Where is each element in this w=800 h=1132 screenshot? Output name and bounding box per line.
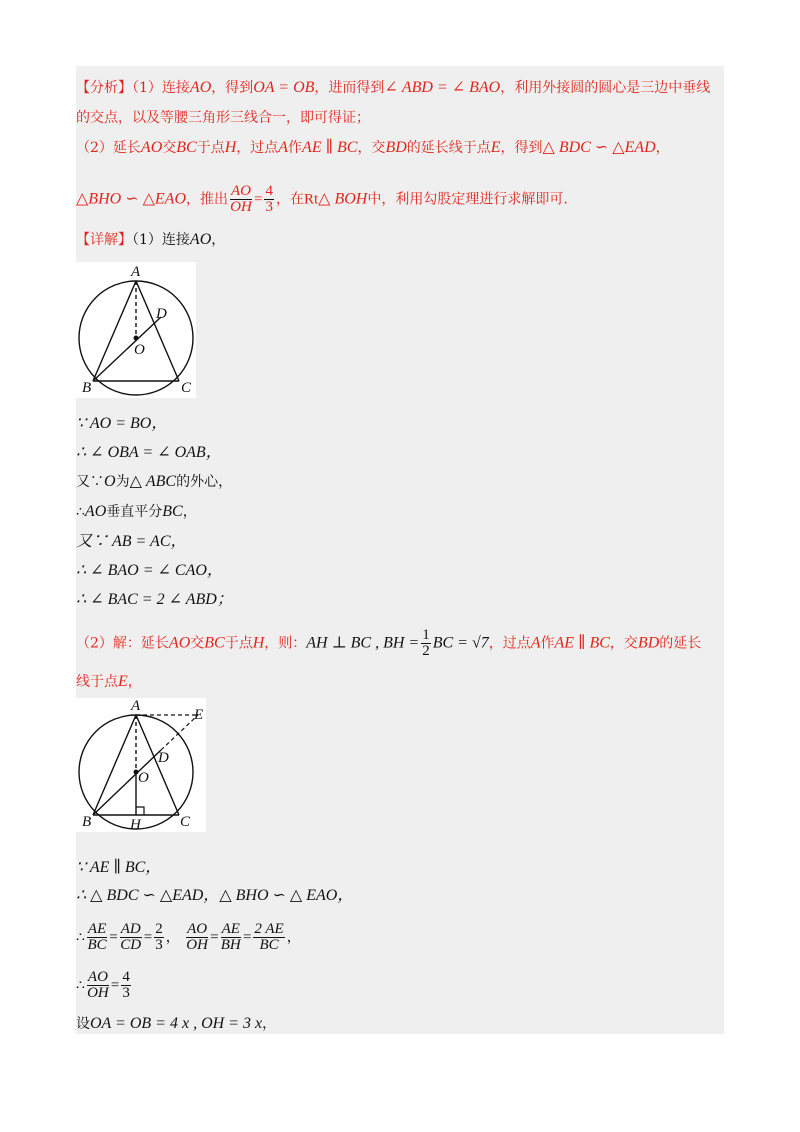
detail-part2-line-4: ∴ △ BDC ∽ △EAD，△ BHO ∽ △ EAO， — [76, 887, 354, 904]
fraction-1-2: $\frac{1}{2}$ — [422, 627, 430, 659]
segment-BD — [93, 317, 161, 381]
right-angle-mark — [136, 807, 144, 815]
label-O-2: O — [138, 770, 149, 786]
fraction-2AE-BC: $\frac{2 AE}{BC}$ — [254, 921, 284, 953]
figure-2 — [76, 698, 206, 832]
label-D: D — [156, 306, 167, 322]
label-C: C — [181, 380, 192, 396]
analysis-tag: 【分析】 — [76, 80, 132, 96]
detail-part2-line-2: 线于点E， — [76, 673, 142, 690]
analysis-line-4: △BHO ∽ △EAO，推出 $\frac{AO}{OH}$ = $\frac{4}{3}$ ，在Rt△ BOH中，利用勾股定理进行求解即可. — [76, 183, 568, 215]
detail-line-5: 又∵ AB = AC， — [76, 533, 187, 550]
label-D-2: D — [158, 750, 169, 766]
segment-AB-2 — [93, 715, 136, 815]
detail-line-7: ∴ ∠ BAC = 2 ∠ ABD； — [76, 591, 233, 608]
detail-line-2: ∴ ∠ OBA = ∠ OAB， — [76, 444, 222, 461]
segment-AC — [136, 281, 179, 381]
label-C-2: C — [180, 814, 191, 830]
detail-tag: 【详解】 — [76, 232, 132, 248]
fraction-AE-BH: $\frac{AE}{BH}$ — [220, 921, 241, 953]
label-H-2: H — [130, 817, 141, 832]
detail-line-6: ∴ ∠ BAO = ∠ CAO， — [76, 562, 223, 579]
fraction-4-3-2: $\frac{4}{3}$ — [122, 969, 130, 1001]
detail-part2-line-7: 设OA = OB = 4 x , OH = 3 x， — [76, 1015, 277, 1032]
label-E-2: E — [194, 707, 204, 723]
detail-line-3: 又∵O为△ ABC的外心， — [76, 473, 233, 490]
label-B-2: B — [82, 814, 92, 830]
detail-part2-line-5: ∴ $\frac{AE}{BC}$ = $\frac{AD}{CD}$ = $\frac{2}{3}$ ， $\frac{AO}{OH}$ = $\frac{AE}{BH}$ = $\frac{2 AE}{BC}$ ， — [76, 921, 301, 953]
detail-line-4: ∴AO垂直平分BC， — [76, 503, 197, 520]
label-A: A — [131, 264, 141, 280]
fraction-AD-CD: $\frac{AD}{CD}$ — [120, 921, 142, 953]
detail-line-1: ∵ AO = BO， — [76, 415, 168, 432]
analysis-line-1: 【分析】（1）连接AO，得到OA = OB，进而得到∠ ABD = ∠ BAO，利用外接圆的圆心是三边中垂线 — [76, 79, 711, 96]
detail-part2-line-6: ∴ $\frac{AO}{OH}$ = $\frac{4}{3}$ — [76, 969, 130, 1001]
fraction-2-3: $\frac{2}{3}$ — [155, 921, 163, 953]
segment-DE-dashed — [161, 715, 198, 750]
fraction-4-3: $\frac{4}{3}$ — [265, 183, 273, 215]
analysis-line-2: 的交点，以及等腰三角形三线合一，即可得证； — [76, 110, 370, 126]
figure-2-svg — [76, 698, 206, 832]
figure-1 — [76, 262, 196, 398]
analysis-line-3: （2）延长AO交BC于点H，过点A作AE ∥ BC，交BD的延长线于点E，得到△ BDC ∽ △EAD， — [76, 139, 670, 156]
label-A-2: A — [131, 698, 141, 714]
segment-AB — [93, 281, 136, 381]
segment-BD-2 — [93, 750, 161, 815]
label-O: O — [134, 342, 145, 358]
detail-part2-line-3: ∵ AE ∥ BC， — [76, 859, 162, 876]
fraction-AO-OH-3: $\frac{AO}{OH}$ — [87, 969, 109, 1001]
fraction-AE-BC: $\frac{AE}{BC}$ — [87, 921, 107, 953]
label-B: B — [82, 380, 92, 396]
fraction-AO-OH: $\frac{AO}{OH}$ — [230, 183, 252, 215]
center-point-O — [134, 336, 139, 341]
detail-heading: 【详解】（1）连接AO， — [76, 231, 226, 248]
detail-part2-line-1: （2）解：延长AO交BC于点H，则：AH ⊥ BC , BH = $\frac{1}{2}$ BC = √7，过点A作AE ∥ BC，交BD的延长 — [76, 627, 702, 659]
figure-1-svg — [76, 262, 196, 398]
fraction-AO-OH-2: $\frac{AO}{OH}$ — [186, 921, 208, 953]
